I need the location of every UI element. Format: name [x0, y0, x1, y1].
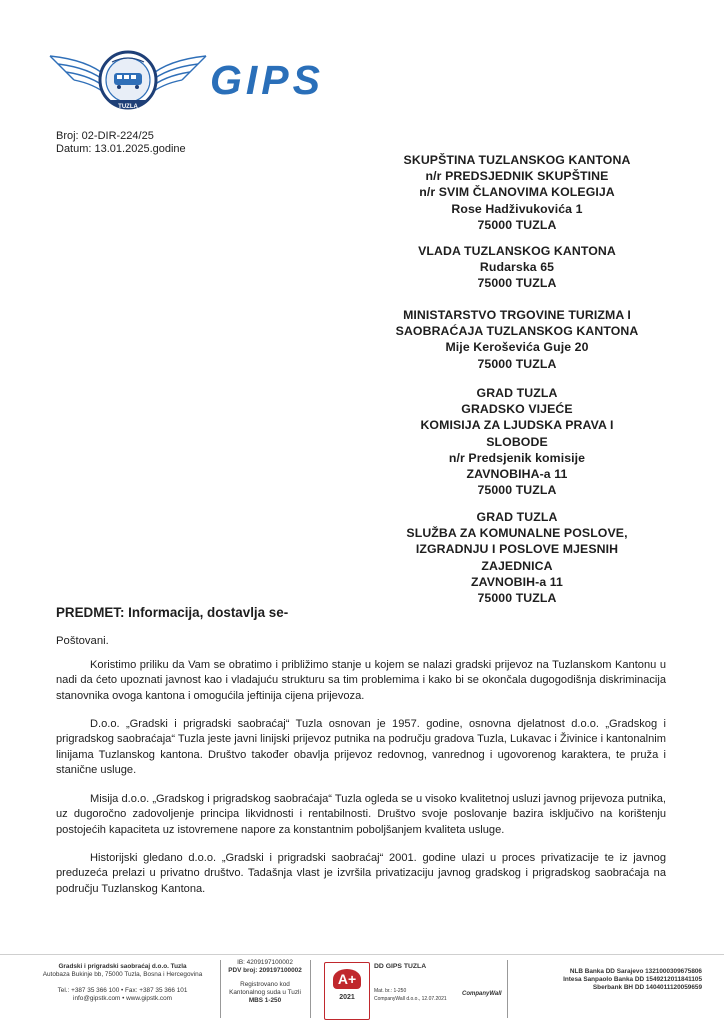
recipient-block-1: [383, 152, 651, 233]
body-paragraph-1: Koristimo priliku da Vam se obratimo i približimo stanje u kojem se nalazi gradski prijevoz na Tuzlanskom Kantonu u nadi da ćeto upoznati javnost kao i vladajuću strukturu sa tim problemima i kako bi se okončala dugogodišnja diskriminacija stanovnika ovoga kantona i omogućila jeftinija cijena prijevoza.: [56, 659, 666, 702]
recipient-line: SLOBODE: [486, 434, 548, 449]
body-paragraph-2: D.o.o. „Gradski i prigradski saobraćaj“ Tuzla osnovan je 1957. godine, osnovna djelatnost d.o.o. „Gradskog i prigradskog saobraćaja“ Tuzla jeste javni linijski prijevoz putnika na području gradova Tuzla, Lukavac i Živinice i kantonalnim linijama Tuzlanskog kantona. Društvo također obavlja prijevoz redovnog, vanrednog i ugovorenog karaktera, te pruža i stanične usluge.: [56, 718, 666, 777]
recipient-line: 75000 TUZLA: [477, 276, 557, 291]
recipient-line: GRAD TUZLA: [476, 510, 558, 524]
footer-company-info: [30, 963, 215, 1003]
letter-greeting: Poštovani.: [56, 635, 109, 647]
footer-divider: [0, 954, 724, 955]
rating-company: DD GIPS TUZLA: [374, 963, 427, 970]
body-paragraph-4: Historijski gledano d.o.o. „Gradski i prigradski saobraćaj“ 2001. godine ulazi u proces privatizacije te iz javnog preduzeća prelazi u privatno društvo. Tadašnja vlast je izvršila privatizaciju javnog gradskog i prigradskog saobraćaja na području Tuzlanskog Kantona.: [56, 852, 666, 895]
emblem-ring-text: TUZLA: [118, 104, 138, 110]
footer-registration-line: Registrovano kod: [240, 981, 290, 988]
recipient-line: ZAJEDNICA: [481, 558, 553, 573]
recipient-line: Rose Hadživukovića 1: [451, 201, 583, 216]
footer-tax-info: [226, 959, 304, 1005]
rating-badge: [324, 962, 370, 1020]
recipient-line: 75000 TUZLA: [477, 356, 557, 371]
recipient-line: 75000 TUZLA: [477, 591, 557, 606]
recipient-block-5: [383, 509, 651, 606]
recipient-line: SLUŽBA ZA KOMUNALNE POSLOVE,: [406, 526, 628, 541]
footer-company-name: Gradski i prigradski saobraćaj d.o.o. Tuzla: [58, 963, 187, 970]
recipient-line: Mije Keroševića Guje 20: [445, 340, 589, 355]
rating-small-line: CompanyWall d.o.o., 12.07.2021: [374, 996, 447, 1002]
recipient-line: ZAVNOBIHA-a 11: [466, 467, 568, 482]
recipient-line: VLADA TUZLANSKOG KANTONA: [418, 244, 616, 258]
recipient-line: GRADSKO VIJEĆE: [461, 402, 573, 417]
recipient-line: ZAVNOBIH-a 11: [471, 574, 563, 589]
rating-small-line: Mat. br.: 1-250: [374, 988, 407, 994]
footer-contact-phone: Tel.: +387 35 366 100 • Fax: +387 35 366 101: [57, 987, 188, 994]
recipient-line: Rudarska 65: [479, 260, 555, 275]
footer-registration-line: Kantonalnog suda u Tuzli: [229, 989, 301, 996]
recipient-line: n/r PREDSJEDNIK SKUPŠTINE: [425, 169, 609, 184]
footer-separator: [310, 960, 311, 1018]
footer-banks: [512, 968, 702, 992]
document-date: Datum: 13.01.2025.godine: [56, 143, 186, 155]
recipient-line: 75000 TUZLA: [477, 217, 557, 232]
footer-separator: [220, 960, 221, 1018]
footer-company-address: Autobaza Bukinje bb, 75000 Tuzla, Bosna i Hercegovina: [42, 971, 203, 978]
footer-registration-line: MBS 1-250: [248, 997, 282, 1004]
reference-number: Broj: 02-DIR-224/25: [56, 130, 154, 142]
footer-pdv: PDV broj: 209197100002: [228, 967, 302, 974]
company-emblem-logo: [48, 42, 208, 118]
brand-name: GIPS: [210, 57, 324, 103]
footer-separator: [507, 960, 508, 1018]
recipient-line: MINISTARSTVO TRGOVINE TURIZMA I: [403, 308, 631, 322]
bank-account: NLB Banka DD Sarajevo 1321000309675806: [569, 968, 702, 975]
footer-ib: IB: 4209197100002: [237, 959, 293, 966]
recipient-block-2: [383, 243, 651, 292]
bank-account: Sberbank BH DD 1404011120059659: [592, 984, 702, 991]
rating-year: 2021: [339, 994, 355, 1001]
recipient-line: SAOBRAĆAJA TUZLANSKOG KANTONA: [395, 324, 639, 339]
bank-account: Intesa Sanpaolo Banka DD 1549212011841105: [563, 976, 702, 983]
brand-wordmark: [210, 58, 330, 102]
recipient-line: KOMISIJA ZA LJUDSKA PRAVA I: [420, 418, 614, 433]
rating-grade: A+: [333, 969, 361, 989]
recipient-block-4: [383, 385, 651, 498]
body-paragraph-3: Misija d.o.o. „Gradskog i prigradskog saobraćaja“ Tuzla ogleda se u visoko kvalitetnoj usluzi javnog prijevoza putnika, uz dugoročno zadovoljenje principa likvidnosti i rentabilnosti. Društvo svoje poslovanje bazira isključivo na korištenju postojećih kapaciteta uz istovremene napore za konstantnim poboljšanjem kvaliteta usluge.: [56, 793, 666, 836]
companywall-logo: CompanyWall: [462, 991, 502, 997]
recipient-block-3: [383, 307, 651, 372]
letter-subject: PREDMET: Informacija, dostavlja se-: [56, 605, 289, 620]
recipient-line: IZGRADNJU I POSLOVE MJESNIH: [415, 542, 619, 557]
recipient-line: 75000 TUZLA: [477, 483, 557, 498]
recipient-line: n/r SVIM ČLANOVIMA KOLEGIJA: [419, 185, 615, 200]
recipient-line: GRAD TUZLA: [476, 386, 558, 400]
recipient-line: n/r Predsjenik komisije: [448, 450, 586, 465]
rating-details: [374, 963, 464, 1003]
recipient-line: SKUPŠTINA TUZLANSKOG KANTONA: [403, 153, 631, 167]
footer-contact-web: info@gipstk.com • www.gipstk.com: [73, 995, 172, 1002]
